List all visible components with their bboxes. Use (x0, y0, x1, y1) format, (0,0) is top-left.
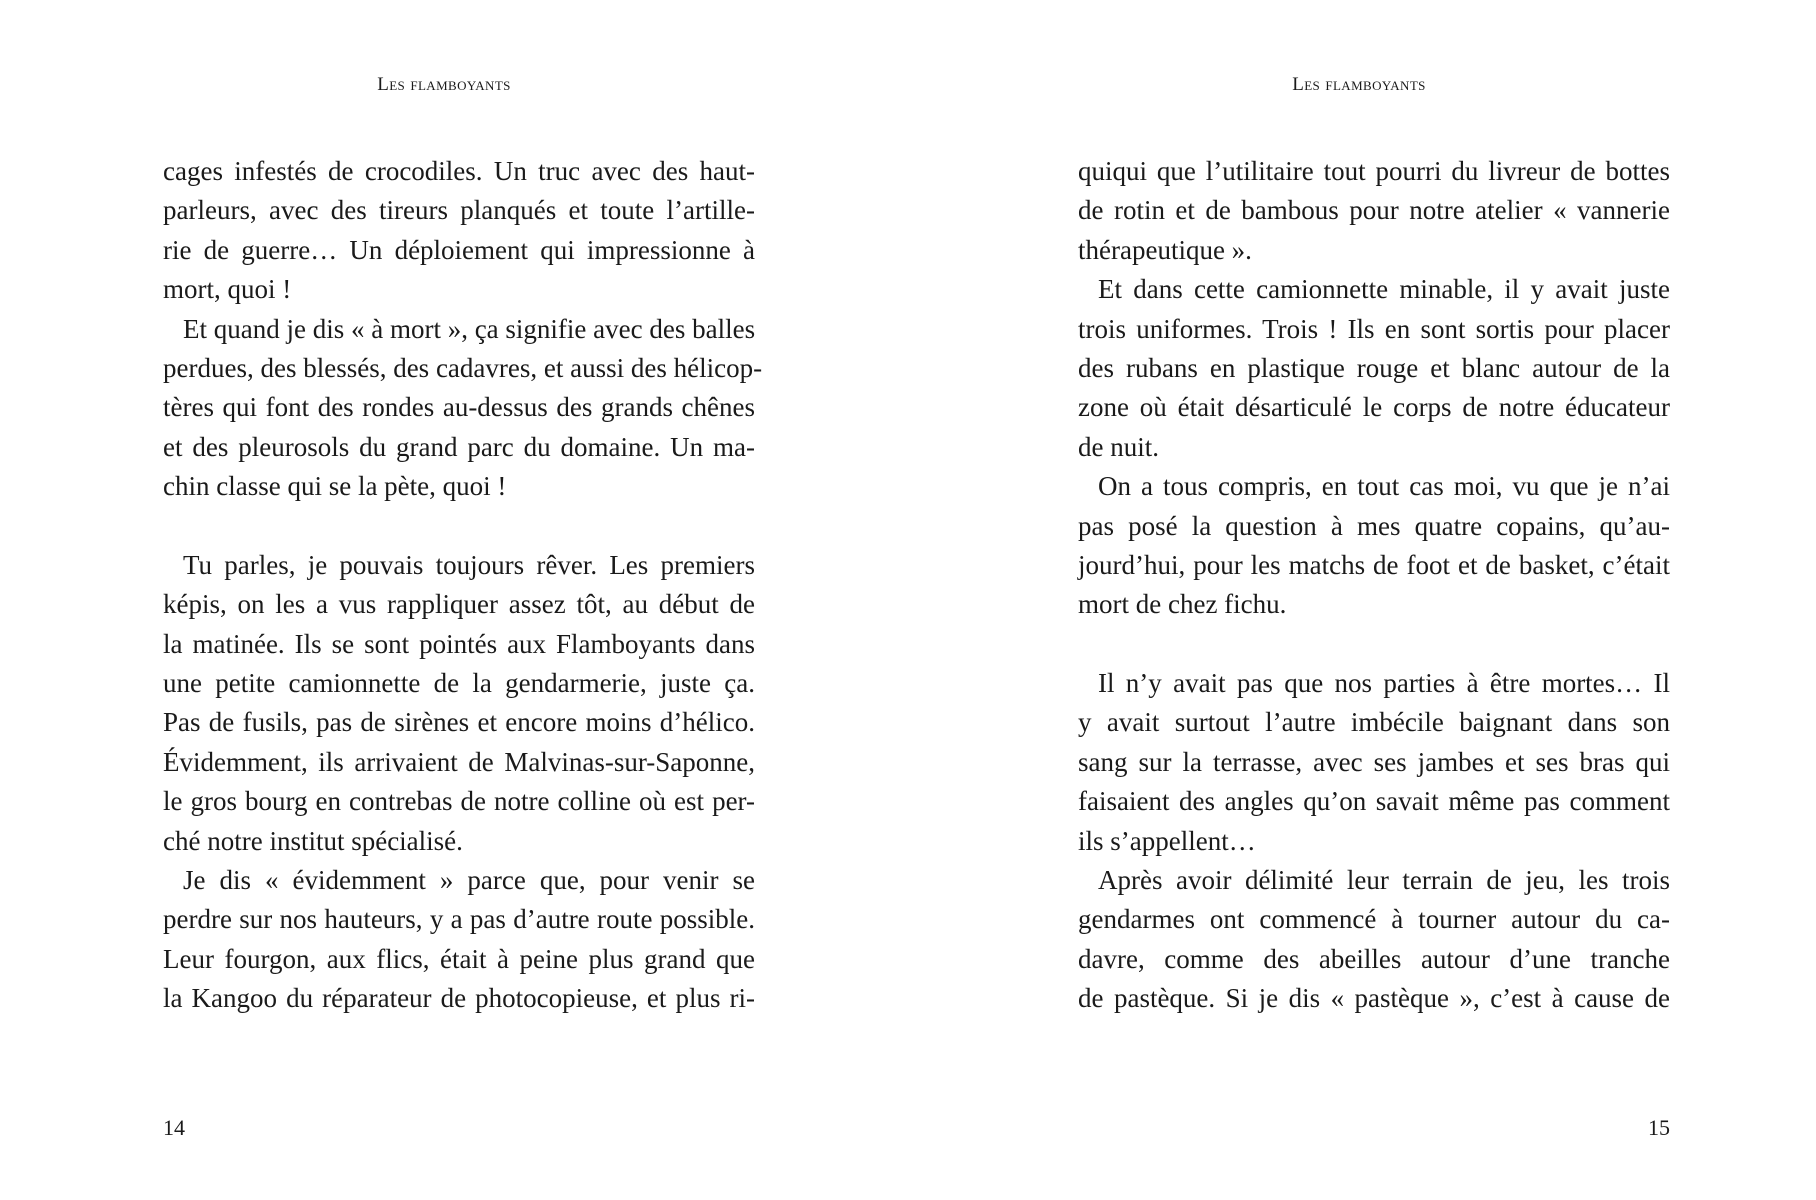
section-break (163, 507, 755, 546)
text-line: y avait surtout l’autre imbécile baignant dans son (1078, 707, 1670, 738)
text-line: la Kangoo du réparateur de photocopieuse, et plus ri- (163, 983, 755, 1014)
text-line: perdre sur nos hauteurs, y a pas d’autre route possible. (163, 904, 755, 935)
text-line: ché notre institut spécialisé. (163, 825, 463, 856)
text-line: pas posé la question à mes quatre copains, qu’au- (1078, 510, 1670, 541)
running-head: Les flamboyants (377, 74, 511, 95)
text-line: perdues, des blessés, des cadavres, et aussi des hélicop- (163, 352, 763, 383)
body-text (1078, 152, 1670, 1019)
text-line: Pas de fusils, pas de sirènes et encore moins d’hélico. (163, 707, 755, 738)
text-line: Après avoir délimité leur terrain de jeu, les trois (1098, 865, 1670, 896)
text-line: faisaient des angles qu’on savait même pas comment (1078, 786, 1670, 817)
text-line: sang sur la terrasse, avec ses jambes et ses bras qui (1078, 746, 1670, 777)
running-head: Les flamboyants (1292, 74, 1426, 95)
text-line: quiqui que l’utilitaire tout pourri du livreur de bottes (1078, 156, 1670, 186)
text-line: mort, quoi ! (163, 274, 292, 305)
text-line: Et dans cette camionnette minable, il y avait juste (1098, 274, 1670, 305)
page-number: 14 (163, 1115, 185, 1140)
text-line: parleurs, avec des tireurs planqués et toute l’artille- (163, 195, 755, 226)
text-line: de nuit. (1078, 431, 1159, 462)
section-break (1078, 625, 1670, 664)
text-line: chin classe qui se la pète, quoi ! (163, 471, 507, 502)
right-page (908, 0, 1816, 1200)
text-line: cages infestés de crocodiles. Un truc avec des haut- (163, 156, 755, 186)
text-line: Tu parles, je pouvais toujours rêver. Les premiers (183, 549, 755, 580)
text-line: Et quand je dis « à mort », ça signifie avec des balles (183, 313, 756, 344)
text-line: gendarmes ont commencé à tourner autour du ca- (1078, 904, 1670, 935)
text-line: mort de chez fichu. (1078, 589, 1287, 620)
text-line: ils s’appellent… (1078, 825, 1256, 856)
body-text (163, 152, 763, 1019)
text-line: de pastèque. Si je dis « pastèque », c’est à cause de (1078, 983, 1670, 1014)
text-line: zone où était désarticulé le corps de notre éducateur (1078, 392, 1670, 423)
text-line: tères qui font des rondes au-dessus des grands chênes (163, 392, 755, 423)
text-line: rie de guerre… Un déploiement qui impressionne à (163, 234, 755, 265)
text-line: davre, comme des abeilles autour d’une tranche (1078, 943, 1670, 974)
text-line: la matinée. Ils se sont pointés aux Flamboyants dans (163, 628, 755, 659)
page-number: 15 (1648, 1115, 1670, 1140)
text-line: Leur fourgon, aux flics, était à peine plus grand que (163, 943, 755, 974)
text-line: Évidemment, ils arrivaient de Malvinas-sur-Saponne, (163, 746, 755, 777)
text-line: thérapeutique ». (1078, 234, 1252, 265)
text-line: de rotin et de bambous pour notre atelier « vannerie (1078, 195, 1670, 226)
text-line: On a tous compris, en tout cas moi, vu que je n’ai (1098, 471, 1670, 502)
text-line: et des pleurosols du grand parc du domaine. Un ma- (163, 431, 755, 462)
text-line: jourd’hui, pour les matchs de foot et de basket, c’était (1078, 549, 1670, 580)
text-line: des rubans en plastique rouge et blanc autour de la (1078, 352, 1670, 383)
text-line: Je dis « évidemment » parce que, pour venir se (183, 865, 755, 896)
text-line: Il n’y avait pas que nos parties à être mortes… Il (1098, 668, 1670, 699)
text-line: le gros bourg en contrebas de notre colline où est per- (163, 786, 755, 817)
text-line: trois uniformes. Trois ! Ils en sont sortis pour placer (1078, 313, 1670, 344)
text-line: képis, on les a vus rappliquer assez tôt, au début de (163, 589, 755, 620)
text-line: une petite camionnette de la gendarmerie, juste ça. (163, 668, 755, 699)
